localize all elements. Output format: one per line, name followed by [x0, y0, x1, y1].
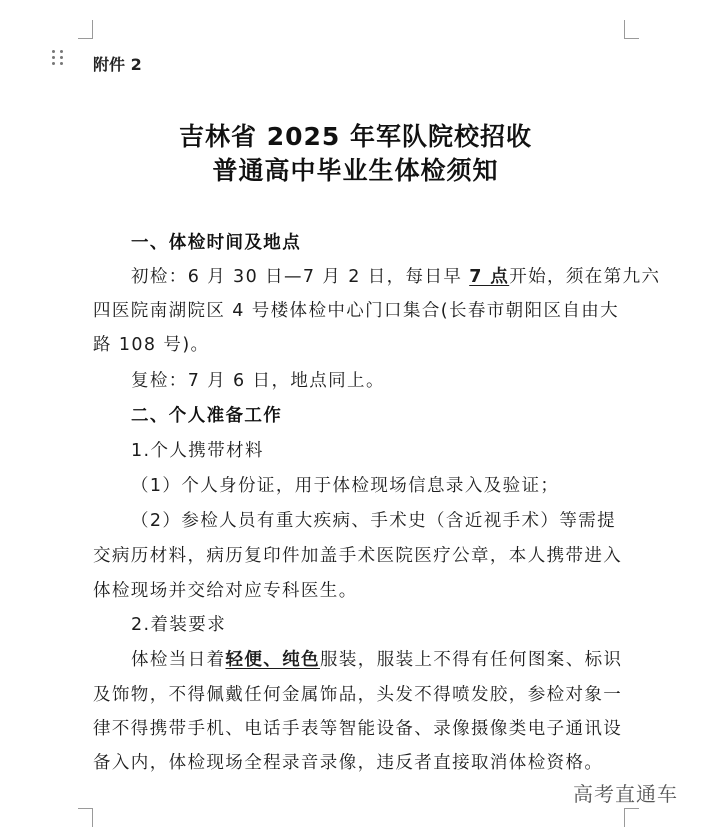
dress-text-b: 服装，服装上不得有任何图案、标识 [320, 650, 623, 670]
crop-mark-top-right [624, 20, 639, 39]
dress-line4: 备入内，体检现场全程录音录像，违反者直接取消体检资格。 [93, 753, 604, 773]
dress-line2: 及饰物，不得佩戴任何金属饰品，头发不得喷发胶，参检对象一 [93, 685, 623, 705]
document-title-line2: 普通高中毕业生体检须知 [212, 156, 499, 185]
item1-line: （1）个人身份证，用于体检现场信息录入及验证； [131, 476, 560, 496]
initial-check-line1 [131, 263, 661, 288]
initial-check-line2: 四医院南湖院区 4 号楼体检中心门口集合(长春市朝阳区自由大 [93, 301, 620, 321]
item2-line2: 交病历材料，病历复印件加盖手术医院医疗公章，本人携带进入 [93, 546, 623, 566]
dress-emphasis: 轻便、纯色 [225, 650, 320, 670]
watermark-text: 高考直通车 [573, 782, 678, 806]
crop-mark-bottom-left [78, 808, 93, 827]
sub1-heading: 1.个人携带材料 [131, 441, 264, 461]
drag-handle-icon[interactable] [52, 50, 64, 66]
initial-check-text-b: 开始，须在第九六 [509, 267, 661, 287]
recheck-line: 复检：7 月 6 日，地点同上。 [131, 371, 385, 391]
crop-mark-top-left [78, 20, 93, 39]
initial-check-text-a: 初检：6 月 30 日—7 月 2 日，每日早 [131, 267, 470, 287]
document-title-line1: 吉林省 2025 年军队院校招收 [179, 122, 532, 151]
sub2-heading: 2.着装要求 [131, 615, 227, 635]
crop-mark-bottom-right [624, 808, 639, 827]
initial-check-time: 7 点 [469, 267, 510, 287]
item2-line1: （2）参检人员有重大疾病、手术史（含近视手术）等需提 [131, 511, 617, 531]
dress-line1 [131, 646, 661, 671]
dress-line3: 律不得携带手机、电话手表等智能设备、录像摄像类电子通讯设 [93, 719, 623, 739]
initial-check-line3: 路 108 号)。 [93, 335, 210, 355]
item2-line3: 体检现场并交给对应专科医生。 [93, 581, 358, 601]
dress-text-a: 体检当日着 [131, 650, 226, 670]
attachment-label: 附件 2 [93, 55, 142, 74]
section1-heading: 一、体检时间及地点 [131, 233, 302, 253]
section2-heading: 二、个人准备工作 [131, 406, 283, 426]
